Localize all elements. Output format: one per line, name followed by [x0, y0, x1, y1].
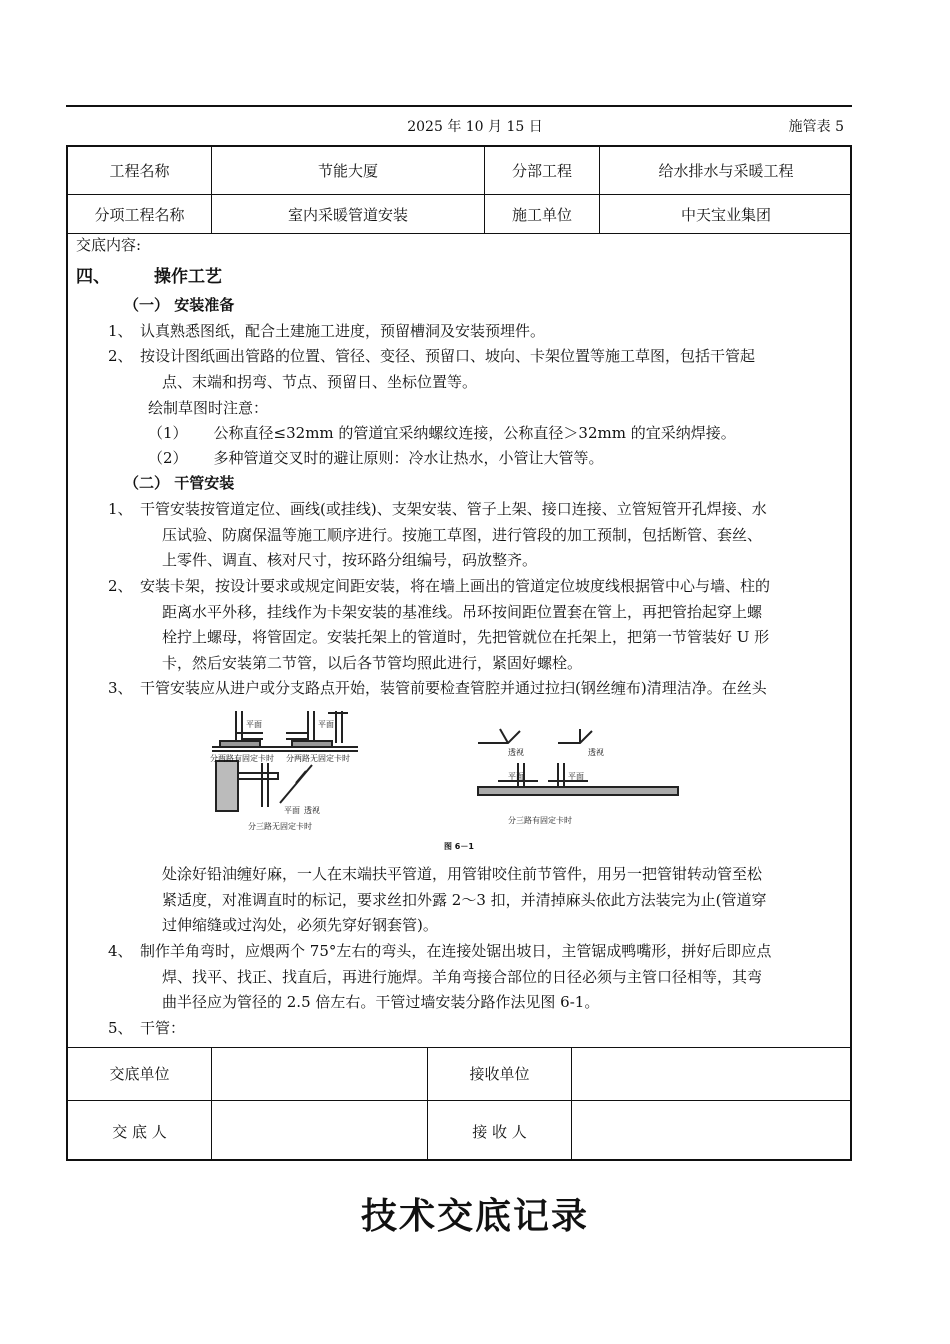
fig-label: 平面 [318, 720, 334, 729]
handover-person-label: 交 底 人 [112, 1122, 167, 1141]
subsection-heading: （一） 安装准备 [124, 296, 235, 314]
fig-label: 平面 [284, 806, 300, 815]
form-number: 施管表 5 [788, 119, 844, 135]
fig-caption: 分两路无固定卡时 [286, 754, 350, 763]
content-area: 交底内容: 四、 操作工艺 （一） 安装准备 1、 认真熟悉图纸，配合土建施工进度，预留槽洞及安装预埋件。 2、 按设计图纸画出管路的位置、管径、变径、预留口、坡向、卡架位置等施工草图，包括干管起 点、末端和拐弯、节点、预留日、坐标位置等。 绘制草图时注意： （1） 公称直径≤32mm 的管道宜采纳螺纹连接，公称直径＞32mm 的宜采纳焊接。 （2） 多种管道交叉时的避让原则：冷水让热水，小管让大管等。 （二） 干管安装 1、 干管安装按管道定位、画线(或挂线)、支架安装、管子上架、接口连接、立管短管开孔焊接、水 压试验、防腐保温等施工顺序进行。按施工草图，进行管段的加工预制，包括断管、套丝、 上零件、调直、核对尺寸，按环路分组编号，码放整齐。 2、 安装卡架，按设计要求或规定间距安装，将在墙上画出的管道定位坡度线根据管中心与墙、柱的 距离水平外移，挂线作为卡架安装的基准线。吊环按间距位置套在管上，再把管抬起穿上螺 栓拧上螺母，将管固定。安装托架上的管道时，先把管就位在托架上，把第一节管装好 U 形 卡，然后安装第二节管，以后各节管均照此进行，紧固好螺栓。 3、 干管安装应从进户或分支路点开始，装管前要检查管腔并通过拉扫(钢丝缠布)清理洁净。在丝头 平面 平面 分两路有固定卡时 分两路无固定卡时 透视 透视 平面 透视 分三路无固定卡时 平面 平面 分三路有固定卡时 图 6－1 处涂好铅油缠好麻，一人在末端扶平管道，用管钳咬住前节管件，用另一把管钳转动管至松 紧适度，对准调直时的标记，要求丝扣外露 2～3 扣，并清掉麻头依此方法装完为止(管道穿 过伸缩缝或过沟处，必须先穿好钢套管)。 4、 制作羊角弯时，应煨两个 75°左右的弯头，在连接处锯出坡日，主管锯成鸭嘴形，拼好后即应点 焊、找平、找正、找直后，再进行施焊。羊角弯接合部位的日径必须与主管口径相等，其弯 曲半径应为管径的 2.5 倍左右。干管过墙安装分路作法见图 6-1。 5、 干管： [68, 233, 850, 1047]
unit-value: 中天宝业集团 [680, 205, 771, 224]
handover-unit-field[interactable] [212, 1047, 427, 1100]
top-rule [66, 105, 852, 107]
note-item: （2） 多种管道交叉时的避让原则：冷水让热水，小管让大管等。 [148, 449, 604, 467]
handover-person-field[interactable] [212, 1101, 427, 1161]
note-label: 绘制草图时注意： [148, 399, 269, 417]
fig-label: 透视 [304, 806, 320, 815]
record-table [66, 145, 852, 1161]
division-label: 分部工程 [511, 162, 572, 180]
division-value: 给水排水与采暖工程 [658, 162, 794, 180]
fig-label: 透视 [588, 748, 604, 757]
fig-caption: 分三路无固定卡时 [248, 822, 312, 831]
note-item: （1） 公称直径≤32mm 的管道宜采纳螺纹连接，公称直径＞32mm 的宜采纳焊接。 [148, 424, 736, 442]
section-title: 操作工艺 [154, 267, 222, 287]
date: 2025 年 10 月 15 日 [407, 119, 543, 135]
fig-number: 图 6－1 [444, 842, 474, 851]
receiving-unit-label: 接收单位 [469, 1065, 530, 1083]
subitem-value: 室内采暖管道安装 [287, 205, 408, 224]
fig-label: 平面 [508, 772, 524, 781]
section-heading [76, 265, 222, 291]
handover-unit-label: 交底单位 [109, 1065, 170, 1083]
fig-caption: 分两路有固定卡时 [210, 754, 274, 763]
document-title: 技术交底记录 [360, 1196, 589, 1237]
receiving-person-label: 接 收 人 [472, 1122, 527, 1141]
fig-label: 平面 [246, 720, 262, 729]
fig-label: 平面 [568, 772, 584, 781]
unit-label: 施工单位 [511, 205, 572, 224]
pipe-wall-diagram [208, 703, 708, 855]
fig-label: 透视 [508, 748, 524, 757]
receiving-person-field[interactable] [572, 1101, 852, 1161]
section-number: 四、 [76, 267, 110, 287]
content-label: 交底内容: [76, 236, 142, 254]
subsection-heading: （二） 干管安装 [124, 474, 235, 492]
receiving-unit-field[interactable] [572, 1047, 852, 1100]
project-name-value: 节能大厦 [317, 162, 378, 180]
fig-caption: 分三路有固定卡时 [508, 816, 572, 825]
subitem-label: 分项工程名称 [94, 205, 185, 224]
project-name-label: 工程名称 [109, 162, 170, 180]
